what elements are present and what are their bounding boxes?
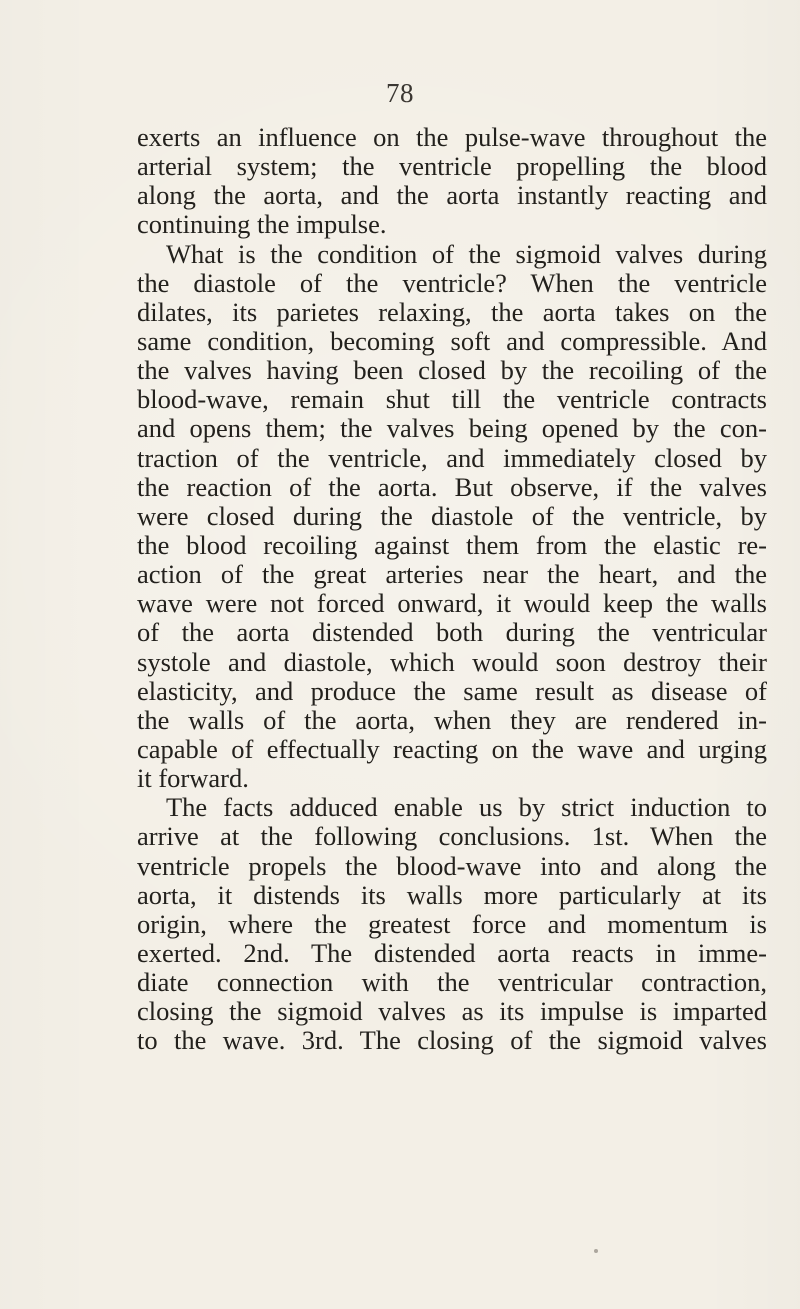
text-line-7: dilates, its parietes relaxing, the aorta takes on the xyxy=(137,296,767,327)
text-line-15: the blood recoiling against them from the elastic re- xyxy=(137,529,767,560)
text-line-31: closing the sigmoid valves as its impulse is imparted xyxy=(137,996,767,1027)
text-line-32: to the wave. 3rd. The closing of the sigmoid valves xyxy=(137,1025,767,1056)
text-line-10: blood-wave, remain shut till the ventricle contracts xyxy=(137,384,767,415)
text-line-23: it forward. xyxy=(137,763,249,794)
text-line-4: continuing the impulse. xyxy=(137,209,387,240)
page-speck xyxy=(594,1249,598,1253)
text-line-16: action of the great arteries near the heart, and the xyxy=(137,559,767,590)
text-line-9: the valves having been closed by the recoiling of the xyxy=(137,355,767,386)
text-line-29: exerted. 2nd. The distended aorta reacts in imme- xyxy=(137,937,767,968)
text-line-6: the diastole of the ventricle? When the ventricle xyxy=(137,267,767,298)
text-line-13: the reaction of the aorta. But observe, if the valves xyxy=(137,471,767,502)
text-line-28: origin, where the greatest force and momentum is xyxy=(137,908,767,939)
text-line-22: capable of effectually reacting on the wave and urging xyxy=(137,733,767,764)
text-line-19: systole and diastole, which would soon destroy their xyxy=(137,646,767,677)
text-line-20: elasticity, and produce the same result as disease of xyxy=(137,675,767,706)
text-line-8: same condition, becoming soft and compressible. And xyxy=(137,325,767,356)
text-line-1: exerts an influence on the pulse-wave throughout the xyxy=(137,122,767,152)
text-line-12: traction of the ventricle, and immediately closed by xyxy=(137,442,767,473)
text-line-18: of the aorta distended both during the ventricular xyxy=(137,617,767,648)
page-number: 78 xyxy=(386,78,414,108)
text-line-14: were closed during the diastole of the ventricle, by xyxy=(137,500,767,531)
text-line-27: aorta, it distends its walls more particularly at its xyxy=(137,879,767,910)
body-text xyxy=(137,123,767,1056)
text-line-11: and opens them; the valves being opened by the con- xyxy=(137,413,767,444)
text-line-5: What is the condition of the sigmoid valves during xyxy=(166,238,767,269)
text-line-26: ventricle propels the blood-wave into and along the xyxy=(137,850,767,881)
text-line-17: wave were not forced onward, it would keep the walls xyxy=(137,588,767,619)
text-line-24: The facts adduced enable us by strict induction to xyxy=(166,792,767,823)
text-line-2: arterial system; the ventricle propelling the blood xyxy=(137,151,767,182)
text-line-25: arrive at the following conclusions. 1st. When the xyxy=(137,821,767,852)
text-line-30: diate connection with the ventricular contraction, xyxy=(137,967,767,998)
text-line-3: along the aorta, and the aorta instantly reacting and xyxy=(137,180,767,211)
text-line-21: the walls of the aorta, when they are rendered in- xyxy=(137,704,767,735)
